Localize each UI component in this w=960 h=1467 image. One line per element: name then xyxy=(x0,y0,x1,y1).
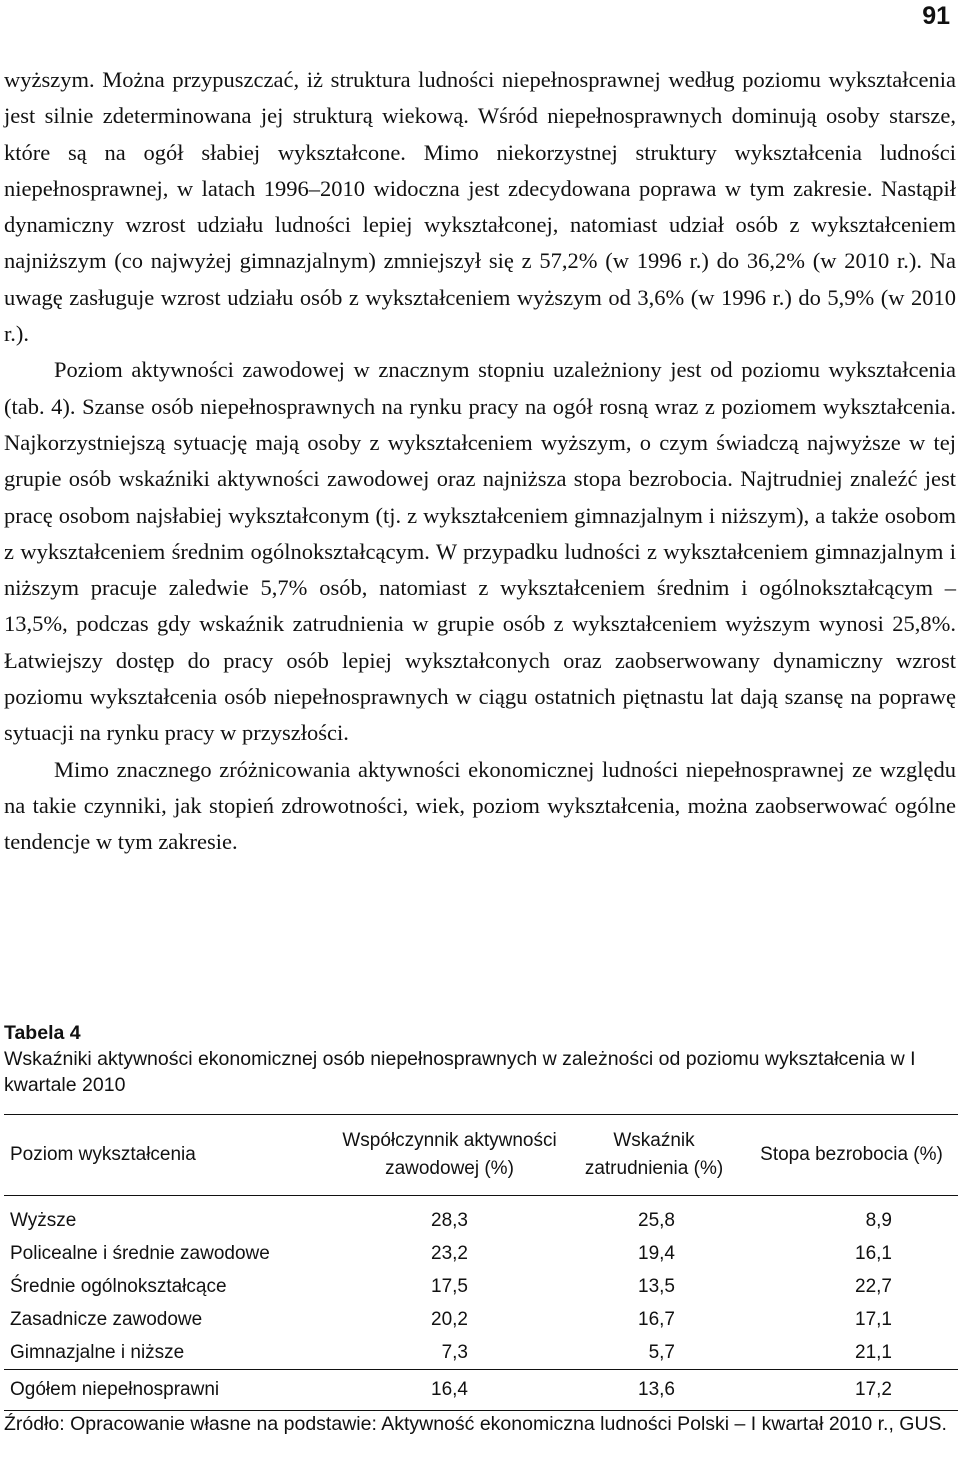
row-activity-rate: 28,3 xyxy=(431,1209,468,1231)
row-education-level: Wyższe xyxy=(10,1209,77,1231)
table-caption xyxy=(4,1020,956,1098)
table-row xyxy=(4,1196,958,1238)
row-education-level: Średnie ogólnokształcące xyxy=(10,1275,227,1297)
header-unemployment-rate: Stopa bezrobocia (%) xyxy=(760,1144,943,1165)
table-header-row xyxy=(4,1115,958,1196)
page-number: 91 xyxy=(922,2,950,30)
row-unemployment-rate: 16,1 xyxy=(855,1242,892,1264)
row-unemployment-rate: 8,9 xyxy=(865,1209,892,1231)
table-row xyxy=(4,1336,958,1370)
total-label: Ogółem niepełnosprawni xyxy=(10,1379,220,1400)
total-unemployment-rate: 17,2 xyxy=(855,1379,892,1400)
row-unemployment-rate: 17,1 xyxy=(855,1308,892,1330)
paragraph: Mimo znacznego zróżnicowania aktywności ekonomicznej ludności niepełnosprawnej ze względu na takie czynniki, jak stopień zdrowotności, wiek, poziom wykształcenia, można zaobserwować ogólne tendencje w tym zakresie. xyxy=(4,756,956,855)
row-education-level: Gimnazjalne i niższe xyxy=(10,1341,185,1363)
total-activity-rate: 16,4 xyxy=(431,1379,468,1400)
paragraph: Poziom aktywności zawodowej w znacznym stopniu uzależniony jest od poziomu wykształcenia (tab. 4). Szanse osób niepełnosprawnych na rynku pracy na ogół rosną wraz z poziomem wykształcenia. Najkorzystniejszą sytuację mają osoby z wykształceniem wyższym, o czym świadczą najwyższe w tej grupie osób wskaźniki aktywności zawodowej oraz najniższa stopa bezrobocia. Najtrudniej znaleźć jest pracę osobom najsłabiej wykształconym (tj. z wykształceniem gimnazjalnym i niższym), a także osobom z wykształceniem średnim ogólnokształcącym. W przypadku ludności z wykształceniem gimnazjalnym i niższym pracuje zaledwie 5,7% osób, natomiast z wykształceniem średnim i ogólnokształcącym – 13,5%, podczas gdy wskaźnik zatrudnienia w grupie osób z wykształceniem wyższym wynosi 25,8%. Łatwiejszy dostęp do pracy osób lepiej wykształconych oraz zaobserwowany dynamiczny wzrost poziomu wykształcenia osób niepełnosprawnych w ciągu ostatnich piętnastu lat dają szansę na poprawę sytuacji na rynku pracy w przyszłości. xyxy=(4,357,956,746)
row-employment-rate: 5,7 xyxy=(648,1341,675,1363)
row-employment-rate: 25,8 xyxy=(638,1209,675,1231)
row-unemployment-rate: 22,7 xyxy=(855,1275,892,1297)
row-unemployment-rate: 21,1 xyxy=(855,1341,892,1363)
total-employment-rate: 13,6 xyxy=(638,1379,675,1400)
header-employment-rate: Wskaźnik zatrudnienia (%) xyxy=(584,1130,724,1179)
row-activity-rate: 23,2 xyxy=(431,1242,468,1264)
row-employment-rate: 16,7 xyxy=(638,1308,675,1330)
header-activity-rate: Współczynnik aktywności zawodowej (%) xyxy=(342,1130,557,1179)
header-education-level: Poziom wykształcenia xyxy=(10,1144,196,1165)
row-employment-rate: 13,5 xyxy=(638,1275,675,1297)
table-row xyxy=(4,1237,958,1270)
table-label: Tabela 4 xyxy=(4,1022,81,1044)
source-note: Źródło: Opracowanie własne na podstawie: Aktywność ekonomiczna ludności Polski – I kwartał 2010 r., GUS. xyxy=(4,1413,947,1435)
table-row xyxy=(4,1303,958,1336)
paragraph: wyższym. Można przypuszczać, iż struktura ludności niepełnosprawnej według poziomu wykształcenia jest silnie zdeterminowana jej strukturą wiekową. Wśród niepełnosprawnych dominują osoby starsze, które są na ogół słabiej wykształcone. Mimo niekorzystnej struktury wykształcenia ludności niepełnosprawnej, w latach 1996–2010 widoczna jest zdecydowana poprawa w tym zakresie. Nastąpił dynamiczny wzrost udziału ludności lepiej wykształconej, natomiast udział osób z wykształceniem najniższym (co najwyżej gimnazjalnym) zmniejszył się z 57,2% (w 1996 r.) do 36,2% (w 2010 r.). Na uwagę zasługuje wzrost udziału osób z wykształceniem wyższym od 3,6% (w 1996 r.) do 5,9% (w 2010 r.). xyxy=(4,67,956,347)
row-education-level: Policealne i średnie zawodowe xyxy=(10,1242,270,1264)
table-total-row xyxy=(4,1370,958,1411)
table-row xyxy=(4,1270,958,1303)
row-activity-rate: 20,2 xyxy=(431,1308,468,1330)
body-text xyxy=(4,62,956,861)
row-activity-rate: 17,5 xyxy=(431,1275,468,1297)
row-education-level: Zasadnicze zawodowe xyxy=(10,1308,203,1330)
data-table xyxy=(4,1114,958,1411)
table-title: Wskaźniki aktywności ekonomicznej osób niepełnosprawnych w zależności od poziomu wykształcenia w I kwartale 2010 xyxy=(4,1048,916,1096)
row-employment-rate: 19,4 xyxy=(638,1242,675,1264)
row-activity-rate: 7,3 xyxy=(441,1341,468,1363)
